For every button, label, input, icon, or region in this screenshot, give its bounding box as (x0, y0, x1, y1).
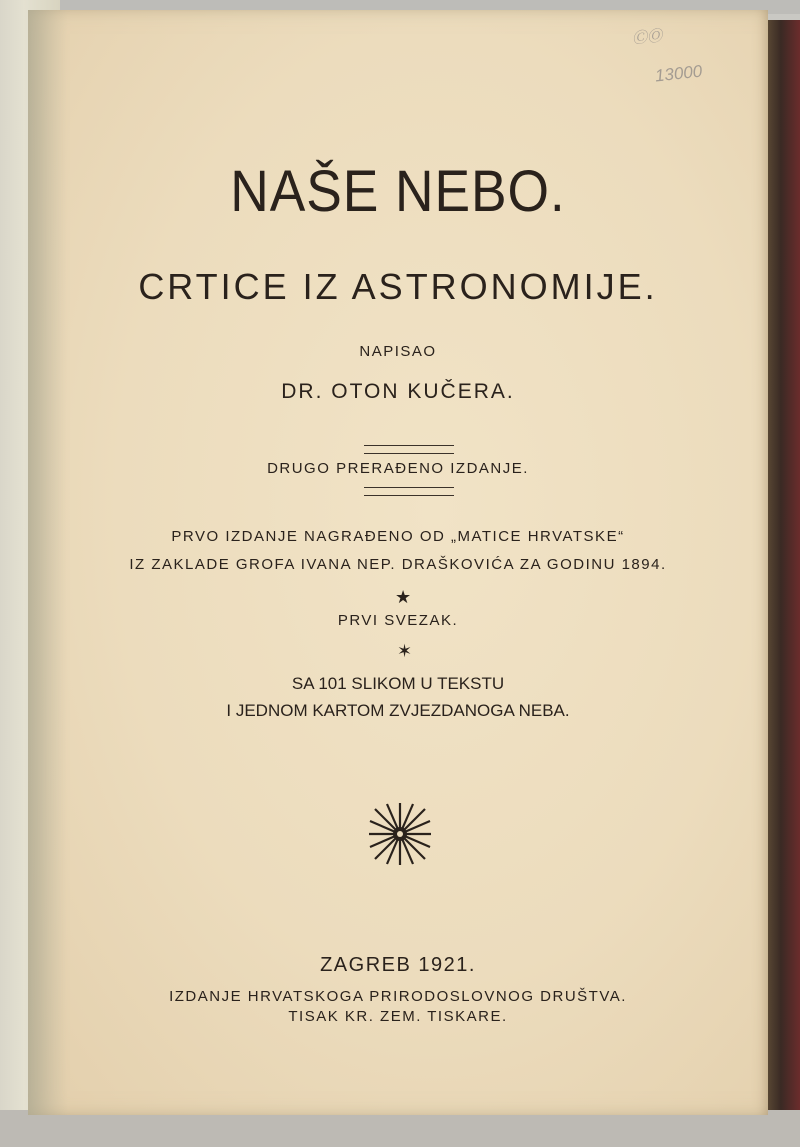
byline-label: NAPISAO (359, 343, 437, 360)
double-rule (364, 487, 454, 496)
illustrations-line: I JEDNOM KARTOM ZVJEZDANOGA NEBA. (226, 701, 570, 720)
volume-label: PRVI SVEZAK. (337, 612, 459, 629)
book-subtitle: CRTICE IZ ASTRONOMIJE. (138, 266, 658, 307)
imprint-publisher: IZDANJE HRVATSKOGA PRIRODOSLOVNOG DRUŠTVA. (169, 988, 627, 1005)
double-rule (364, 445, 454, 454)
pencil-note: ⒸⓄ (631, 27, 663, 48)
book-title: NAŠE NEBO. (230, 159, 566, 224)
imprint-printer: TISAK KR. ZEM. TISKARE. (288, 1008, 508, 1025)
star-icon: ✶ (397, 641, 413, 661)
illustrations-line: SA 101 SLIKOM U TEKSTU (291, 674, 505, 693)
star-icon: ★ (395, 587, 412, 607)
sunburst-ornament-icon (367, 801, 433, 867)
prize-note-line: IZ ZAKLADE GROFA IVANA NEP. DRAŠKOVIĆA ZA GODINU 1894. (129, 556, 667, 573)
edition-note: DRUGO PRERAĐENO IZDANJE. (267, 460, 529, 477)
pencil-note: 13000 (654, 61, 704, 86)
prize-note-line: PRVO IZDANJE NAGRAĐENO OD „MATICE HRVATSKE“ (171, 528, 625, 545)
backdrop-bottom (0, 1110, 800, 1147)
imprint-place-year: ZAGREB 1921. (320, 954, 476, 976)
author-name: DR. OTON KUČERA. (281, 380, 515, 403)
